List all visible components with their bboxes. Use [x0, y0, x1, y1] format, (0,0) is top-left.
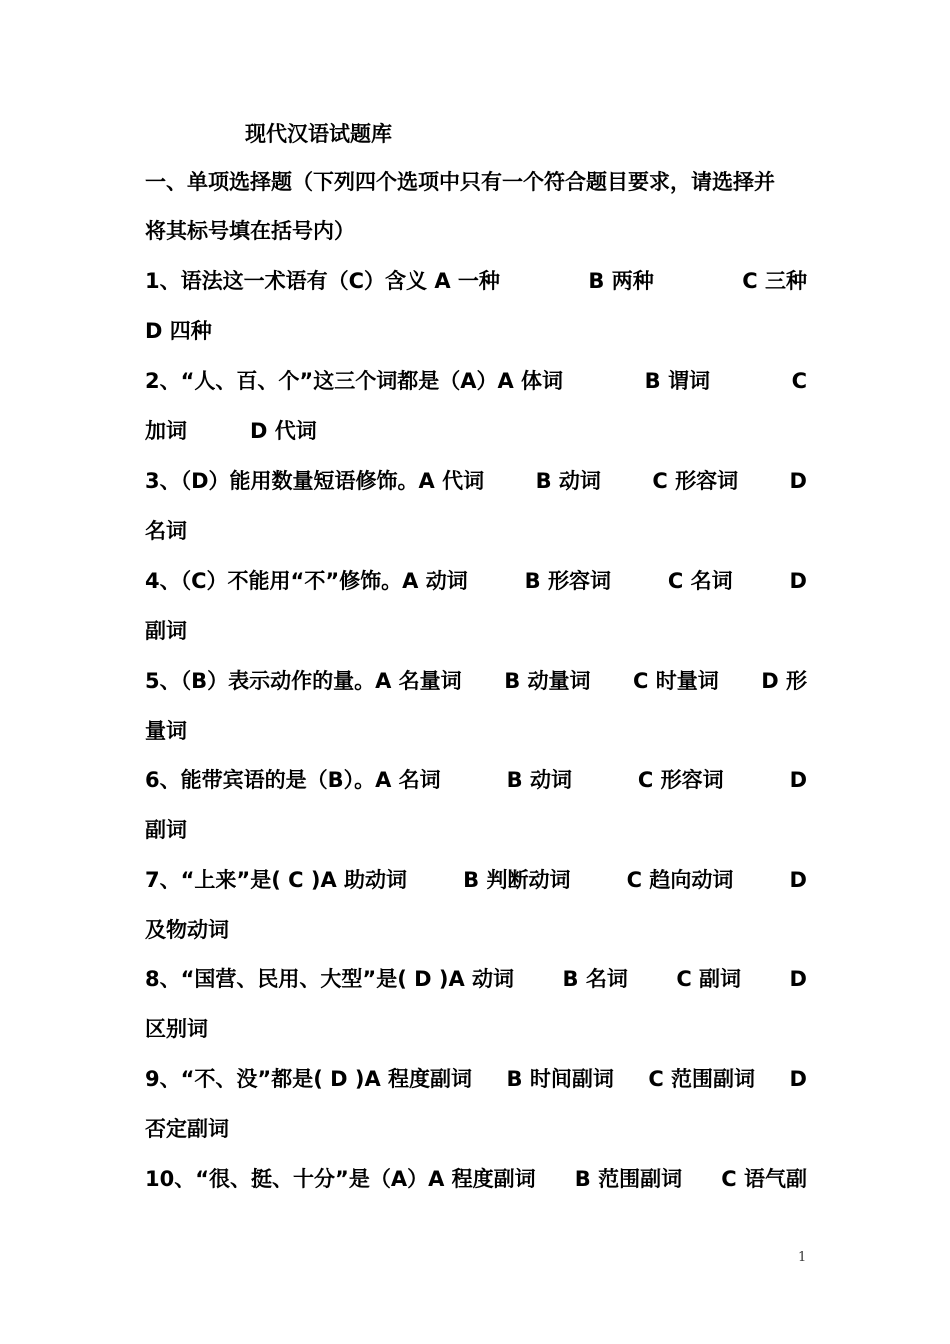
section-heading-text-1: 一、单项选择题（下列四个选项中只有一个符合题目要求，请选择并 — [145, 170, 775, 194]
question-5-option-c: C 时量词 — [633, 669, 719, 693]
question-10-line-1 — [145, 1164, 807, 1194]
question-4-option-c: C 名词 — [667, 569, 733, 593]
question-3-option-c: C 形容词 — [652, 469, 739, 493]
question-1-option-b: B 两种 — [588, 269, 654, 293]
question-10-option-b: B 范围副词 — [574, 1167, 683, 1191]
question-9-option-b: B 时间副词 — [506, 1067, 614, 1091]
page-title: 现代汉语试题库 — [245, 122, 392, 146]
question-3-line-1 — [145, 466, 807, 496]
question-6-option-b: B 动词 — [506, 768, 572, 792]
section-heading-line-2: 将其标号填在括号内） — [145, 219, 355, 243]
question-5-option-d: D 形 — [761, 669, 807, 693]
question-6-line-2: 副词 — [145, 818, 187, 842]
question-3-option-b: B 动词 — [535, 469, 601, 493]
page-number: 1 — [798, 1250, 807, 1265]
question-9-option-c: C 范围副词 — [648, 1067, 756, 1091]
question-6-line-1 — [145, 765, 807, 795]
question-7-line-2: 及物动词 — [145, 918, 229, 942]
question-1-line-1 — [145, 266, 807, 296]
question-8-line-2: 区别词 — [145, 1017, 208, 1041]
question-9-option-d: D — [789, 1067, 807, 1091]
question-2-line-2: 加词 D 代词 — [145, 419, 317, 443]
question-10-stem: 10、“很、挺、十分”是（A）A 程度副词 — [145, 1167, 536, 1191]
question-10-option-c: C 语气副 — [721, 1167, 807, 1191]
question-6-option-c: C 形容词 — [637, 768, 724, 792]
question-8-line-1 — [145, 964, 807, 994]
section-heading-line-1 — [145, 167, 807, 197]
question-7-option-c: C 趋向动词 — [626, 868, 734, 892]
question-5-line-2: 量词 — [145, 719, 187, 743]
question-8-option-c: C 副词 — [676, 967, 742, 991]
question-2-option-c: C — [791, 369, 807, 393]
question-4-stem: 4、（C）不能用“不”修饰。A 动词 — [145, 569, 468, 593]
question-2-line-1 — [145, 366, 807, 396]
question-6-stem: 6、能带宾语的是（B）。A 名词 — [145, 768, 441, 792]
question-3-stem: 3、（D）能用数量短语修饰。A 代词 — [145, 469, 485, 493]
question-6-option-d: D — [789, 768, 807, 792]
question-9-line-2: 否定副词 — [145, 1117, 229, 1141]
question-1-line-2: D 四种 — [145, 319, 212, 343]
question-7-stem: 7、“上来”是( C )A 助动词 — [145, 868, 408, 892]
question-4-option-d: D — [789, 569, 807, 593]
question-2-stem: 2、“人、百、个”这三个词都是（A）A 体词 — [145, 369, 564, 393]
question-7-option-b: B 判断动词 — [463, 868, 571, 892]
question-8-option-d: D — [789, 967, 807, 991]
question-7-option-d: D — [789, 868, 807, 892]
question-3-option-d: D — [789, 469, 807, 493]
question-8-stem: 8、“国营、民用、大型”是( D )A 动词 — [145, 967, 515, 991]
question-4-line-2: 副词 — [145, 619, 187, 643]
question-3-line-2: 名词 — [145, 519, 187, 543]
question-1-option-c: C 三种 — [742, 269, 807, 293]
question-5-option-b: B 动量词 — [504, 669, 591, 693]
question-4-option-b: B 形容词 — [524, 569, 611, 593]
question-4-line-1 — [145, 566, 807, 596]
question-2-option-b: B 谓词 — [644, 369, 710, 393]
question-8-option-b: B 名词 — [562, 967, 628, 991]
question-5-line-1 — [145, 666, 807, 696]
question-5-stem: 5、（B）表示动作的量。A 名量词 — [145, 669, 462, 693]
question-9-line-1 — [145, 1064, 807, 1094]
question-1-stem: 1、语法这一术语有（C）含义 A 一种 — [145, 269, 500, 293]
question-7-line-1 — [145, 865, 807, 895]
question-9-stem: 9、“不、没”都是( D )A 程度副词 — [145, 1067, 473, 1091]
